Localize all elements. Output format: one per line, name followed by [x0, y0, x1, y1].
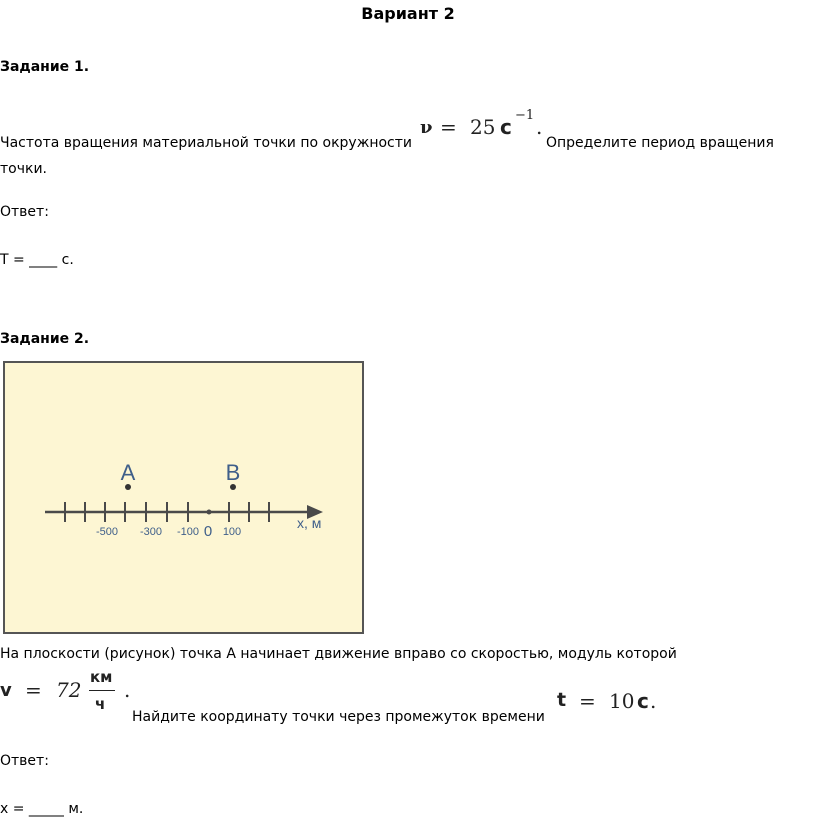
number-line-svg — [5, 363, 366, 636]
frequency-value: 25 — [470, 115, 496, 139]
frequency-unit: с — [500, 115, 512, 139]
velocity-unit-numerator: км — [90, 668, 113, 686]
axis-label: x, м — [297, 515, 322, 531]
time-formula — [557, 687, 667, 715]
velocity-end: . — [124, 678, 131, 702]
time-symbol: t — [557, 689, 567, 711]
task2-text-line1: На плоскости (рисунок) точка А начинает движение вправо со скоростью, модуль которой — [0, 646, 677, 662]
page-title: Вариант 2 — [361, 4, 455, 23]
task1-answer-label: Ответ: — [0, 204, 49, 220]
task2-heading: Задание 2. — [0, 331, 90, 347]
velocity-unit-denominator: ч — [95, 695, 106, 713]
time-unit: с — [637, 689, 649, 713]
number-line-figure — [3, 361, 364, 634]
equals-sign: = — [440, 115, 457, 139]
point-b-label: B — [225, 460, 241, 485]
task1-formula — [420, 108, 550, 139]
time-end: . — [650, 689, 657, 713]
velocity-formula — [0, 668, 140, 718]
tick-label: 100 — [222, 526, 242, 538]
task2-text-line2: Найдите координату точки через промежуток времени — [132, 709, 545, 725]
task1-text-after: Определите период вращения — [546, 135, 774, 151]
tick-label: -500 — [95, 526, 119, 538]
task2-answer-line: x = _____ м. — [0, 801, 84, 817]
tick-label: -300 — [139, 526, 163, 538]
tick-label: 0 — [203, 523, 213, 540]
fraction-bar — [89, 690, 115, 691]
velocity-symbol: v — [0, 680, 12, 701]
time-value: 10 — [609, 689, 635, 713]
task1-text-line2: точки. — [0, 161, 47, 177]
origin-dot — [207, 510, 212, 515]
tick-label: -100 — [176, 526, 200, 538]
task2-answer-label: Ответ: — [0, 753, 49, 769]
frequency-exponent: −1 — [515, 108, 535, 123]
nu-symbol: ν — [420, 117, 433, 138]
point-a-label: A — [120, 460, 136, 485]
formula-end: . — [536, 115, 543, 139]
velocity-value: 72 — [56, 678, 82, 702]
task1-text-before: Частота вращения материальной точки по окружности — [0, 135, 413, 151]
task1-heading: Задание 1. — [0, 59, 90, 75]
task1-answer-line: T = ____ с. — [0, 252, 74, 268]
velocity-equals: = — [25, 678, 42, 702]
time-equals: = — [579, 689, 596, 713]
